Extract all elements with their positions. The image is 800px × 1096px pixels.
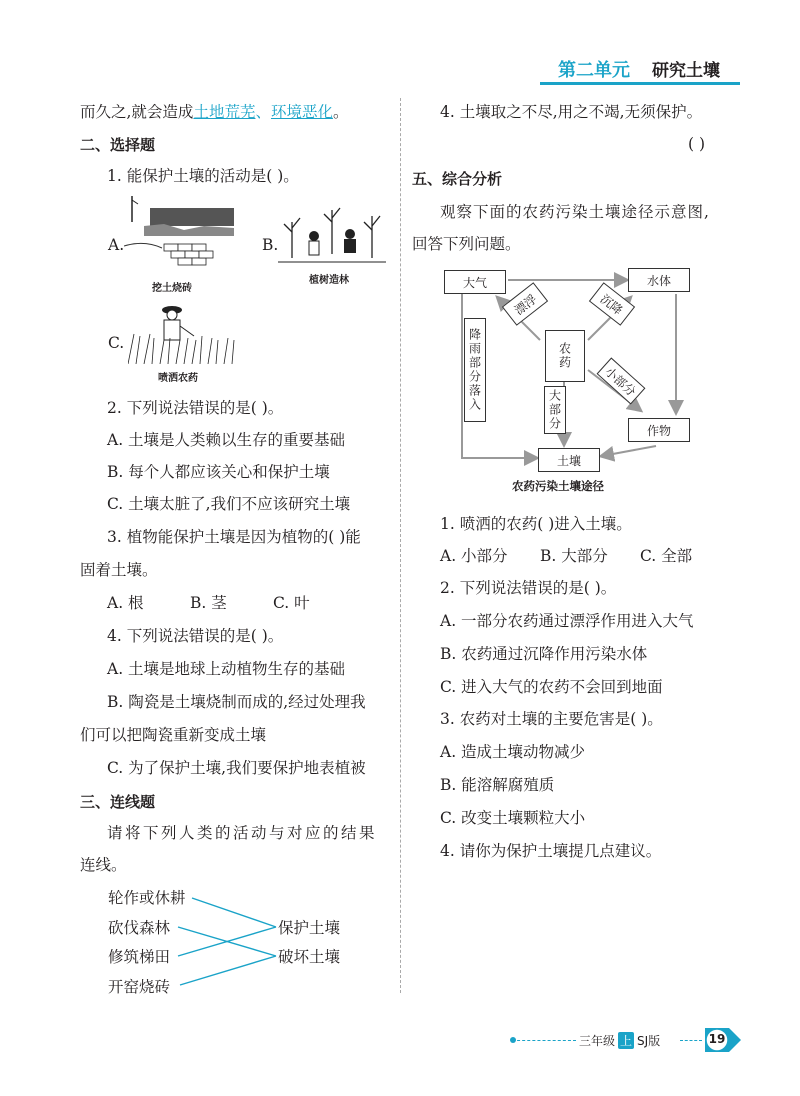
footer-dot (510, 1037, 516, 1043)
question-3-line1: 3. 植物能保护土壤是因为植物的( )能 (107, 528, 361, 546)
label-small-part: 小部分 (597, 357, 646, 404)
node-pesticide (545, 330, 585, 382)
diagram-caption: 农药污染土壤途径 (512, 479, 604, 493)
footer-rule-right (680, 1040, 702, 1041)
a2-option-b: B. 农药通过沉降作用污染水体 (440, 645, 648, 663)
label-rain-fall (464, 318, 486, 422)
match-left-kiln: 开窑烧砖 (108, 978, 171, 996)
label-drift: 漂浮 (502, 282, 548, 326)
q4-option-a: A. 土壤是地球上动植物生存的基础 (107, 660, 346, 678)
answer-env-worsen: 环境恶化 (270, 103, 333, 121)
question-3-line2: 固着土壤。 (80, 561, 158, 579)
section-2-title: 二、选择题 (80, 136, 156, 154)
a1-option-a: A. 小部分 (440, 547, 508, 565)
node-soil: 土壤 (538, 448, 600, 472)
analysis-question-4: 4. 请你为保护土壤提几点建议。 (440, 842, 662, 860)
analysis-question-3: 3. 农药对土壤的主要危害是( )。 (440, 710, 663, 728)
q3-option-b: B. 茎 (190, 594, 227, 612)
page-number: 19 (708, 1032, 726, 1046)
a1-option-c: C. 全部 (640, 547, 693, 565)
match-right-destroy: 破坏土壤 (278, 948, 341, 966)
footer-edition: SJ版 (637, 1034, 661, 1048)
section-3-title: 三、连线题 (80, 793, 156, 811)
footer-volume: 上 (620, 1034, 633, 1048)
brick-making-illustration (124, 196, 242, 274)
q2-option-a: A. 土壤是人类赖以生存的重要基础 (107, 431, 346, 449)
a2-option-c: C. 进入大气的农药不会回到地面 (440, 678, 663, 696)
analysis-question-1: 1. 喷洒的农药( )进入土壤。 (440, 515, 632, 533)
analysis-question-2: 2. 下列说法错误的是( )。 (440, 579, 617, 597)
spraying-pesticide-illustration (128, 300, 238, 364)
q4-option-b-line1: B. 陶瓷是土壤烧制而成的,经过处理我 (107, 693, 366, 711)
question-1: 1. 能保护土壤的活动是( )。 (107, 167, 299, 185)
match-left-rotation: 轮作或休耕 (108, 889, 186, 907)
q3-option-c: C. 叶 (273, 594, 310, 612)
footer-grade: 三年级 (579, 1034, 616, 1048)
unit-title: 第二单元 (558, 60, 630, 81)
caption-brick: 挖土烧砖 (152, 283, 192, 294)
question-4: 4. 下列说法错误的是( )。 (107, 627, 284, 645)
column-divider (400, 98, 401, 993)
a2-option-a: A. 一部分农药通过漂浮作用进入大气 (440, 612, 694, 630)
section-3-instruction-2: 连线。 (80, 856, 127, 874)
node-atmosphere: 大气 (444, 270, 506, 294)
label-settle: 沉降 (589, 282, 635, 326)
q2-option-b: B. 每个人都应该关心和保护土壤 (107, 463, 330, 481)
answer-separator: 、 (255, 103, 271, 121)
section-3-instruction-1: 请将下列人类的活动与对应的结果 (107, 824, 378, 842)
header-rule (540, 82, 740, 85)
q4-option-b-line2: 们可以把陶瓷重新变成土壤 (80, 726, 267, 744)
answer-land-barren: 土地荒芜 (193, 103, 256, 121)
q4-option-c: C. 为了保护土壤,我们要保护地表植被 (107, 759, 366, 777)
label-most (544, 386, 566, 434)
footer-rule-left (512, 1040, 576, 1041)
node-water: 水体 (628, 268, 690, 292)
section-5-title: 五、综合分析 (412, 170, 503, 188)
caption-spray: 喷洒农药 (158, 373, 198, 384)
a3-option-c: C. 改变土壤颗粒大小 (440, 809, 586, 827)
option-a-label: A. (108, 236, 125, 254)
q3-option-a: A. 根 (107, 594, 144, 612)
section-5-instruction-1: 观察下面的农药污染土壤途径示意图, (440, 203, 710, 221)
continuation-end: 。 (332, 103, 349, 121)
question-4-4: 4. 土壤取之不尽,用之不竭,无须保护。 (440, 103, 703, 121)
label-most-text: 大部分 (547, 389, 562, 431)
node-crops: 作物 (628, 418, 690, 442)
a1-option-b: B. 大部分 (540, 547, 608, 565)
question-2: 2. 下列说法错误的是( )。 (107, 399, 284, 417)
a3-option-a: A. 造成土壤动物减少 (440, 743, 586, 761)
continuation-text: 而久之,就会造成 (80, 103, 194, 121)
caption-tree: 植树造林 (309, 275, 349, 286)
label-rain-fall-text: 降雨部分落入 (467, 328, 482, 412)
match-right-protect: 保护土壤 (278, 919, 341, 937)
section-5-instruction-2: 回答下列问题。 (412, 235, 521, 253)
option-c-label: C. (108, 334, 125, 352)
continuation-line (80, 102, 349, 122)
a3-option-b: B. 能溶解腐殖质 (440, 776, 555, 794)
option-b-label: B. (262, 236, 279, 254)
q4-4-answer-paren: ( ) (688, 135, 706, 153)
q2-option-c: C. 土壤太脏了,我们不应该研究土壤 (107, 495, 351, 513)
tree-planting-illustration (278, 204, 386, 268)
topic-title: 研究土壤 (652, 61, 720, 81)
match-left-terrace: 修筑梯田 (108, 948, 171, 966)
match-left-deforest: 砍伐森林 (108, 919, 171, 937)
node-pesticide-label: 农药 (557, 342, 572, 370)
matching-lines (170, 880, 280, 995)
footer-grade-info (579, 1032, 660, 1049)
